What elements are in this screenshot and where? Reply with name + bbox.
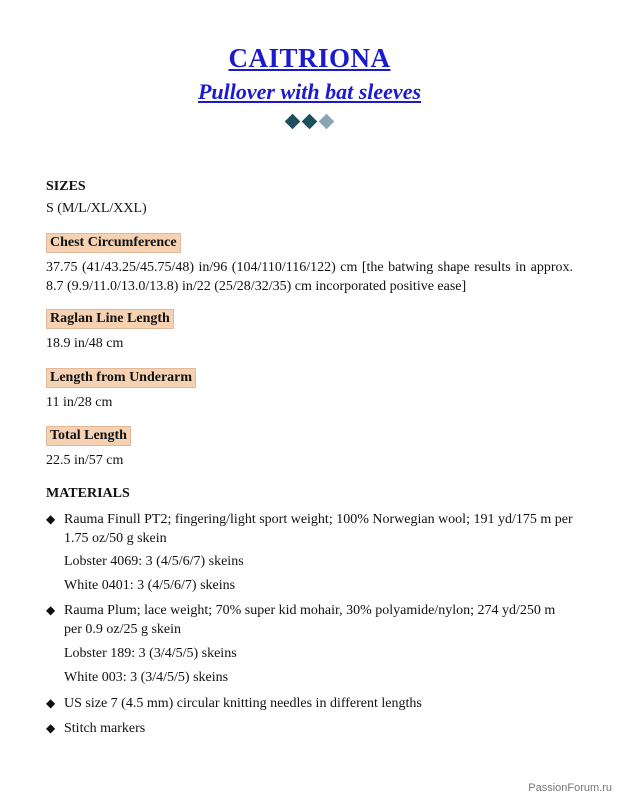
list-item	[46, 510, 573, 548]
materials-heading: MATERIALS	[46, 486, 130, 501]
underarm-text: 11 in/28 cm	[46, 395, 113, 410]
pattern-subtitle[interactable]: Pullover with bat sleeves	[197, 79, 422, 104]
list-item: White 0401: 3 (4/5/6/7) skeins	[64, 578, 236, 593]
list-item: Lobster 4069: 3 (4/5/6/7) skeins	[64, 554, 244, 569]
raglan-heading: Raglan Line Length	[46, 309, 174, 329]
list-item	[46, 694, 573, 713]
chest-text: 37.75 (41/43.25/45.75/48) in/96 (104/110/116/122) cm [the batwing shape results in approx. 8.7 (9.9/11.0/13.0/13.8) in/22 (25/28/32/35) cm incorporated positive ease]	[46, 260, 573, 294]
sizes-heading: SIZES	[46, 179, 86, 194]
raglan-text: 18.9 in/48 cm	[46, 336, 124, 351]
diamond-bullet-icon: ◆	[46, 696, 56, 710]
list-item-text: Rauma Plum; lace weight; 70% super kid mohair, 30% polyamide/nylon; 274 yd/250 m per 0.9 oz/25 g skein	[64, 603, 556, 637]
diamond-icon	[285, 114, 301, 130]
list-item: Lobster 189: 3 (3/4/5/5) skeins	[64, 646, 237, 661]
list-item: White 003: 3 (3/4/5/5) skeins	[64, 670, 229, 685]
chest-heading: Chest Circumference	[46, 233, 181, 253]
list-item	[46, 719, 573, 738]
underarm-heading: Length from Underarm	[46, 368, 196, 388]
diamond-bullet-icon: ◆	[46, 603, 56, 617]
list-item-text: Stitch markers	[64, 721, 146, 736]
total-heading: Total Length	[46, 426, 131, 446]
list-item	[46, 601, 573, 639]
watermark: PassionForum.ru	[528, 782, 612, 794]
total-text: 22.5 in/57 cm	[46, 453, 124, 468]
diamond-icon	[319, 114, 335, 130]
diamond-bullet-icon: ◆	[46, 512, 56, 526]
sizes-value: S (M/L/XL/XXL)	[46, 201, 147, 216]
diamond-bullet-icon: ◆	[46, 721, 56, 735]
list-item-text: US size 7 (4.5 mm) circular knitting needles in different lengths	[64, 696, 422, 711]
list-item-text: Rauma Finull PT2; fingering/light sport weight; 100% Norwegian wool; 191 yd/175 m per 1.75 oz/50 g skein	[64, 512, 573, 546]
pattern-title[interactable]: CAITRIONA	[228, 43, 391, 73]
three-diamonds-icon	[46, 116, 573, 127]
diamond-icon	[302, 114, 318, 130]
